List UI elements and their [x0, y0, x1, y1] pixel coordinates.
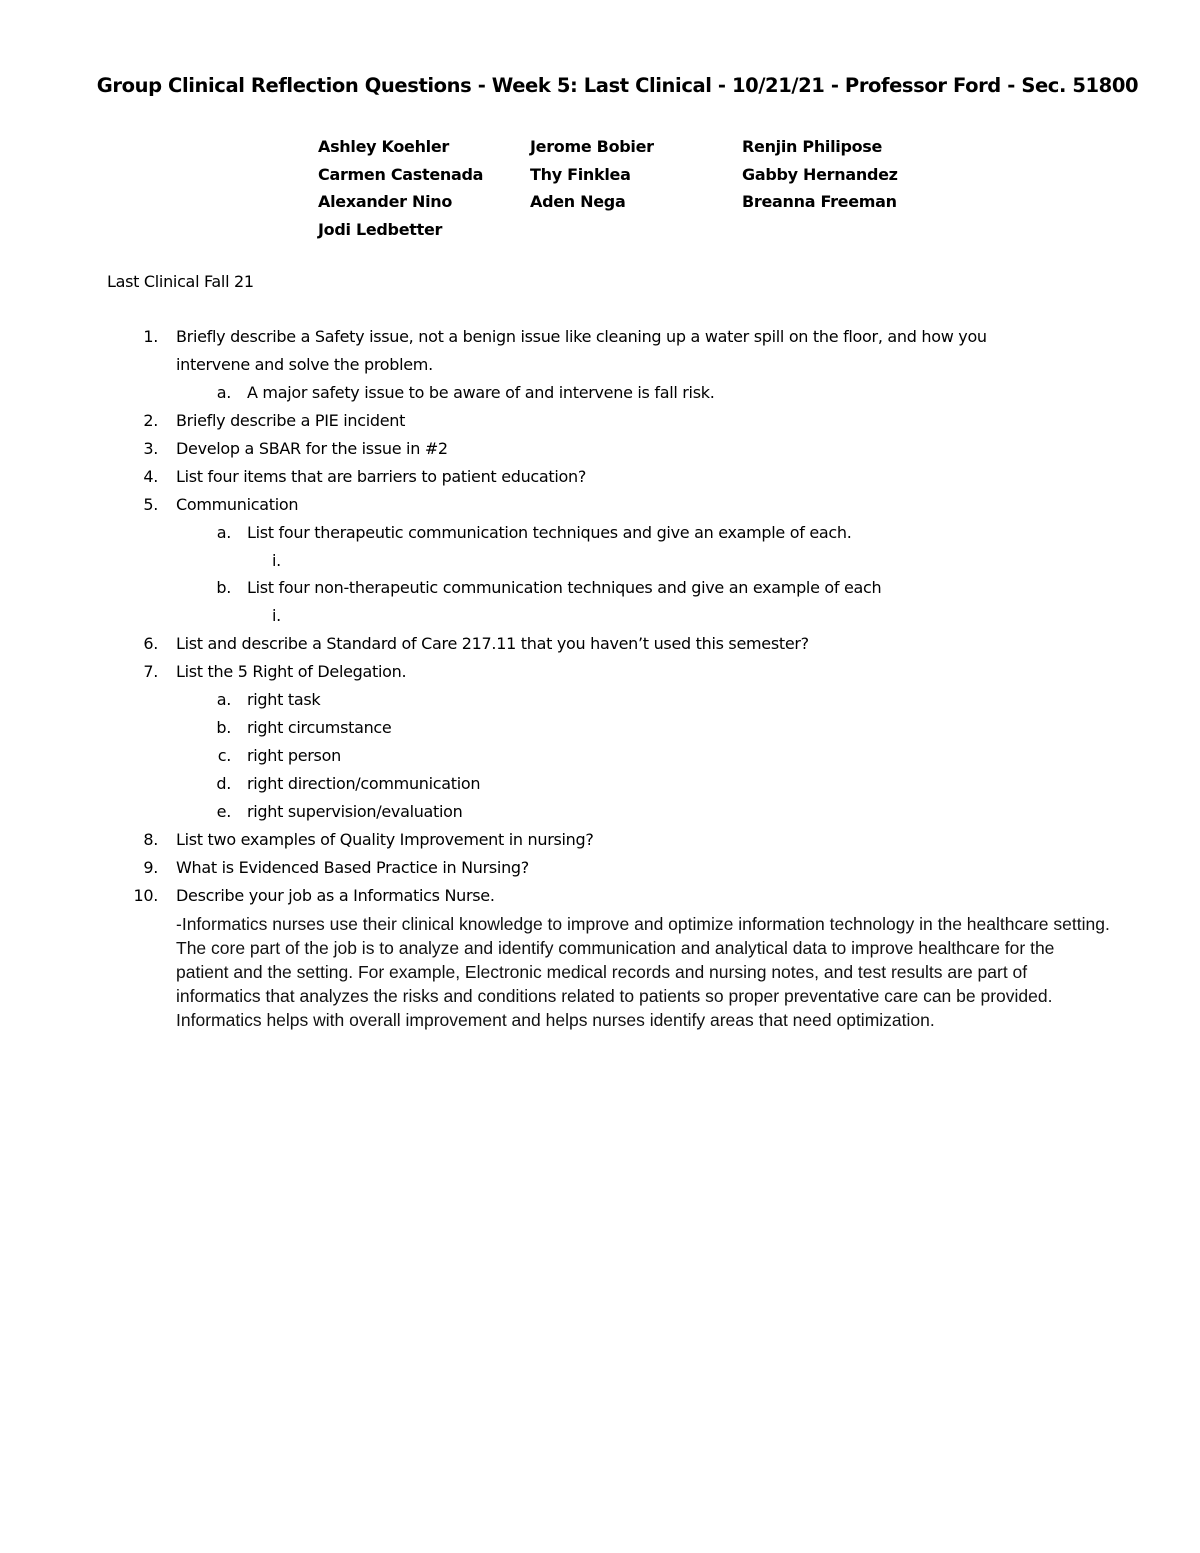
section-subtitle: Last Clinical Fall 21 — [107, 272, 254, 291]
answer-paragraph: -Informatics nurses use their clinical knowledge to improve and optimize information technology in the healthcare setting. The core part of the job is to analyze and identify communication and analytical data to improve healthcare for the patient and the setting. For example, Electronic medical records and nursing notes, and test results are part of informatics that analyzes the risks and conditions related to patients so proper preventative care can be provided. Informatics helps with overall improvement and helps nurses identify areas that need optimization. — [176, 914, 1110, 1030]
member-name: Carmen Castenada — [318, 164, 484, 184]
document-title: Group Clinical Reflection Questions - Week 5: Last Clinical - 10/21/21 - Professor Ford - Sec. 51800 — [96, 74, 1139, 97]
member-name: Thy Finklea — [530, 164, 631, 184]
names-column-2 — [530, 133, 750, 216]
member-name: Jerome Bobier — [530, 137, 654, 156]
member-name: Alexander Nino — [318, 192, 453, 211]
names-column-1 — [318, 133, 538, 243]
member-name: Gabby Hernandez — [742, 164, 898, 184]
member-name: Jodi Ledbetter — [318, 219, 443, 239]
document-page: Group Clinical Reflection Questions - Week 5: Last Clinical - 10/21/21 - Professor Ford - Sec. 51800 Ashley Koehler Carmen Castenada Alexander Nino Jodi Ledbetter Jerome Bobier Thy Finklea Aden Nega Renjin Philipose Gabby Hernandez Breanna Freeman Last Clinical Fall 21 1. Briefly describe a Safety issue, not a benign issue like cleaning up a water spill on the floor, and how you intervene and solve the problem. a. A major safety issue to be aware of and intervene is fall risk. 2. Briefly describe a PIE incident 3. Develop a SBAR for the issue in #2 4. List four items that are barriers to patient education? 5. Communication a. List four therapeutic communication techniques and give an example of each. i. b. List four non-therapeutic communication techniques and give an example of each i. 6. List and describe a Standard of Care 217.11 that you haven’t used this semester? 7. List the 5 Right of Delegation. a. right task b. right circumstance c. right person d. right direction/communication e. right supervision/evaluation 8. List two examples of Quality Improvement in nursing? 9. What is Evidenced Based Practice in Nursing? 10. Describe your job as a Informatics Nurse. -Informatics nurses use their clinical knowledge to improve and optimize information technology in the healthcare setting. The core part of the job is to analyze and identify communication and analytical data to improve healthcare for the patient and the setting. For example, Electronic medical records and nursing notes, and test results are part of informatics that analyzes the risks and conditions related to patients so proper preventative care can be provided. Informatics helps with overall improvement and helps nurses identify areas that need optimization. — [0, 0, 1200, 1553]
member-name: Breanna Freeman — [742, 192, 897, 211]
member-name: Ashley Koehler — [318, 137, 450, 156]
member-name: Renjin Philipose — [742, 137, 883, 156]
member-name: Aden Nega — [530, 192, 626, 211]
names-column-3 — [742, 133, 962, 216]
